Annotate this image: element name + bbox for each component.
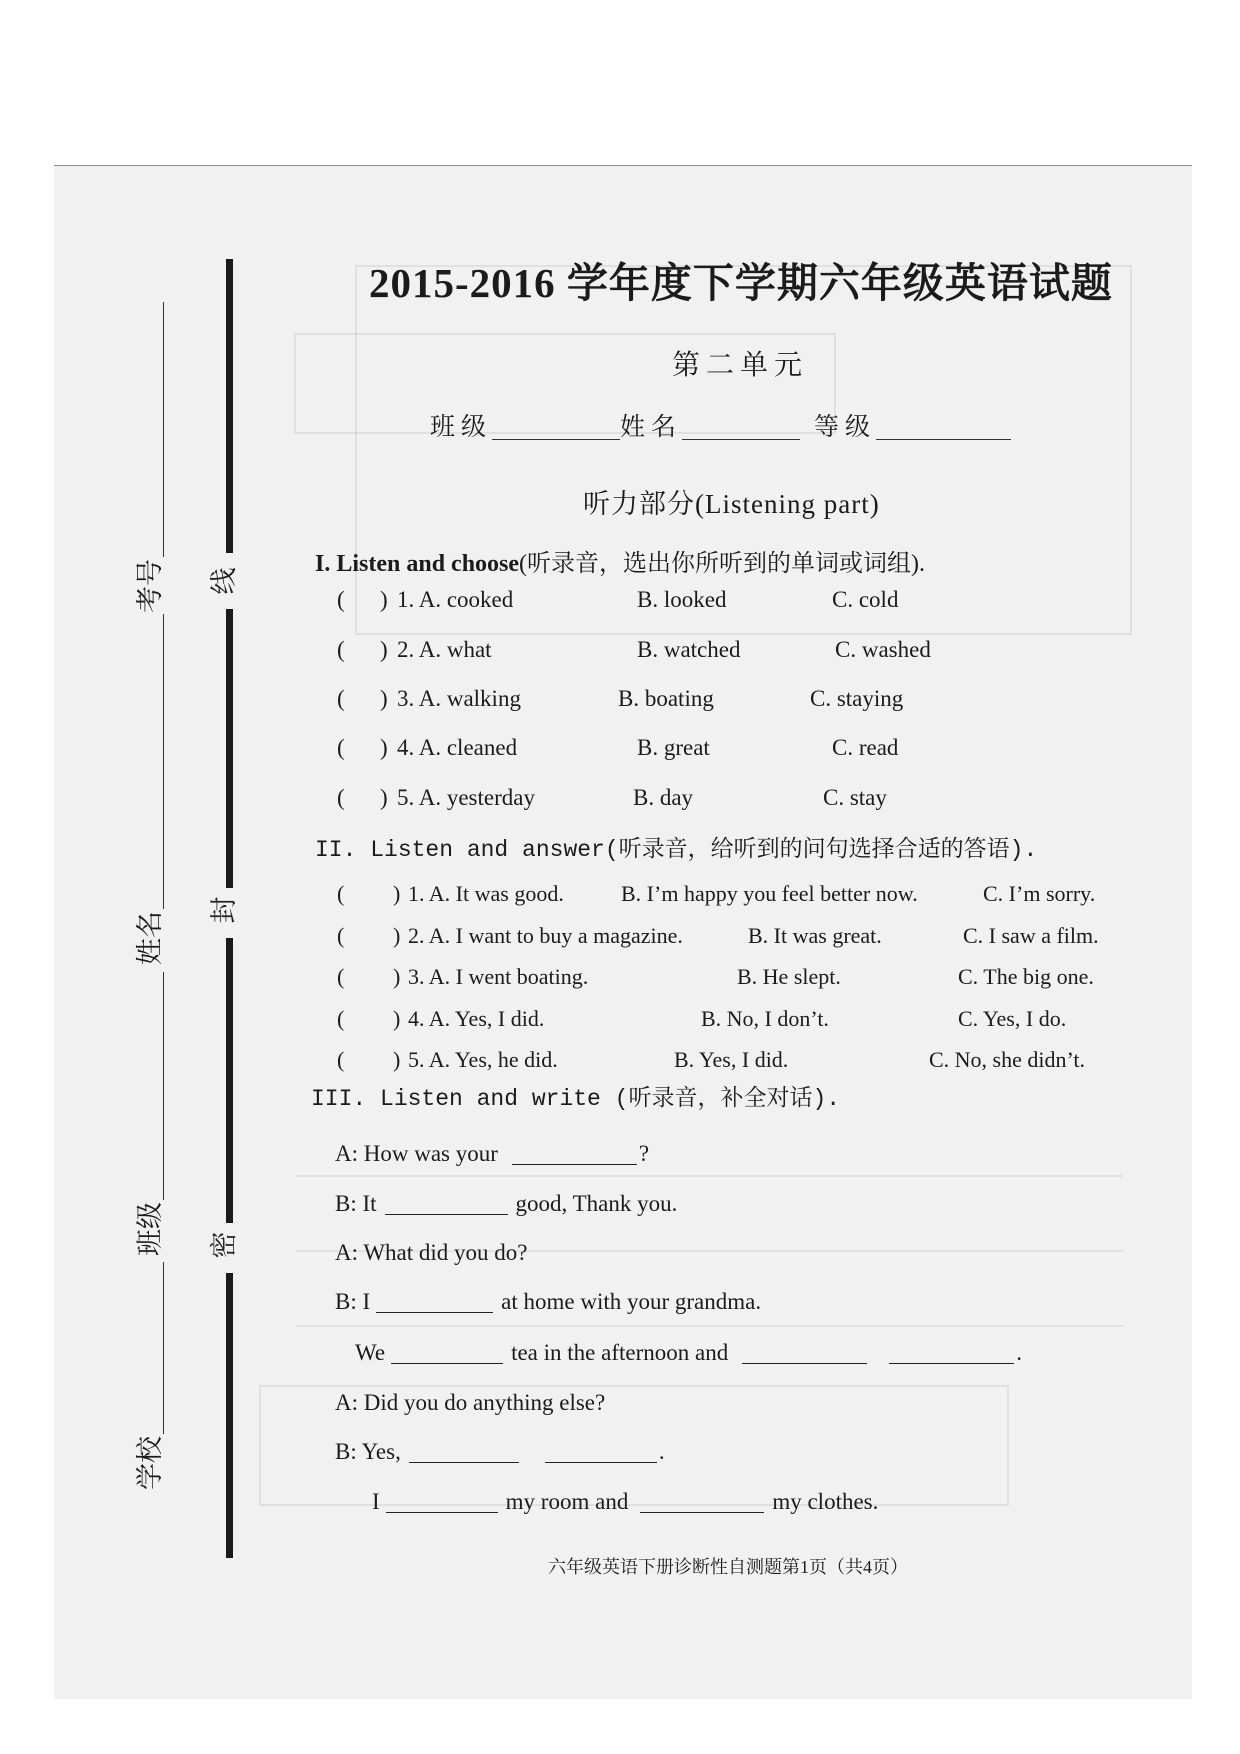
bleed-through-box (355, 260, 1132, 635)
dialogue-line (335, 1391, 605, 1414)
option-a-text: A. cooked (418, 587, 514, 612)
answer-blank (385, 1194, 508, 1215)
dialogue-text: A: Did you do anything else? (335, 1390, 606, 1415)
dialogue-text: B: I (335, 1289, 371, 1314)
bracket-close: ) (380, 637, 388, 662)
exam-title: 2015-2016 学年度下学期六年级英语试题 (369, 260, 1113, 306)
section-1-heading (315, 552, 925, 576)
answer-blank (386, 1492, 498, 1513)
class-blank (492, 417, 620, 440)
grade-blank (876, 417, 1011, 440)
dialogue-text: I (372, 1489, 380, 1514)
option-a-text: A. It was good. (428, 881, 564, 906)
bracket-close: ) (380, 686, 388, 711)
bracket-close: ) (380, 587, 388, 612)
option-b: B. I’m happy you feel better now. (621, 881, 918, 906)
margin-field-blank (127, 972, 164, 1200)
option-a-text: A. walking (418, 686, 521, 711)
section-3-heading: III. Listen and write (听录音，补全对话). (311, 1086, 841, 1112)
question-row (0, 1049, 1240, 1073)
bracket-open: ( (337, 1047, 345, 1072)
question-row (0, 638, 1240, 662)
margin-field-school (128, 1262, 164, 1490)
unit-title: 第二单元 (672, 350, 809, 381)
bracket-open: ( (337, 881, 345, 906)
dialogue-text: . (1016, 1340, 1022, 1365)
dialogue-text: We (355, 1340, 386, 1365)
bracket-close: ) (393, 881, 401, 906)
dialogue-text: B: Yes, (335, 1439, 401, 1464)
option-c: C. cold (832, 587, 899, 612)
bracket-close: ) (393, 964, 401, 989)
answer-blank (545, 1442, 657, 1463)
option-a (408, 925, 683, 947)
bracket-close: ) (393, 1047, 401, 1072)
seal-mark-mi: 密 (209, 1231, 239, 1259)
option-b: B. looked (637, 587, 727, 612)
option-b: B. watched (637, 637, 741, 662)
bracket-close: ) (380, 735, 388, 760)
question-number: 3. (408, 964, 425, 989)
question-row (0, 687, 1240, 711)
answer-blank (409, 1442, 519, 1463)
option-a-text: A. I want to buy a magazine. (428, 923, 683, 948)
margin-field-blank (127, 302, 164, 557)
answer-blank (640, 1492, 764, 1513)
dialogue-text: tea in the afternoon and (511, 1340, 729, 1365)
option-c: C. Yes, I do. (958, 1006, 1067, 1031)
bracket-close: ) (393, 923, 401, 948)
option-a (408, 1049, 558, 1071)
question-number: 5. (397, 785, 415, 810)
answer-blank (742, 1343, 867, 1364)
margin-field-label: 学校 (135, 1436, 165, 1490)
seal-mark-feng: 封 (209, 896, 239, 924)
option-b: B. boating (618, 686, 714, 711)
section-1-heading-instruction: (听录音，选出你所听到的单词或词组). (519, 551, 926, 577)
answer-blank (376, 1292, 493, 1313)
question-row (0, 786, 1240, 810)
option-c: C. No, she didn’t. (929, 1047, 1086, 1072)
dialogue-text: my room and (505, 1489, 629, 1514)
dialogue-line (335, 1290, 761, 1313)
dialogue-text: A: How was your (335, 1141, 498, 1166)
option-b: B. great (637, 735, 710, 760)
option-b: B. day (633, 785, 694, 810)
dialogue-line (335, 1192, 677, 1215)
dialogue-text: ? (638, 1141, 650, 1166)
question-number: 4. (397, 735, 415, 760)
option-c: C. I saw a film. (963, 923, 1099, 948)
option-c: C. I’m sorry. (983, 881, 1096, 906)
margin-field-label: 考号 (135, 559, 165, 613)
bracket-open: ( (337, 1006, 345, 1031)
option-c: C. staying (810, 686, 904, 711)
dialogue-text: good, Thank you. (515, 1191, 678, 1216)
dialogue-text: my clothes. (772, 1489, 879, 1514)
option-a-text: A. yesterday (418, 785, 535, 810)
option-c: C. The big one. (958, 964, 1094, 989)
option-a-text: A. Yes, he did. (428, 1047, 558, 1072)
question-number: 4. (408, 1006, 425, 1031)
option-a (408, 1008, 544, 1030)
name-label: 姓名 (620, 414, 683, 441)
option-a (408, 883, 564, 905)
bracket-close: ) (380, 785, 388, 810)
option-a (397, 588, 513, 611)
question-number: 2. (408, 923, 425, 948)
bracket-close: ) (393, 1006, 401, 1031)
bracket-open: ( (337, 923, 345, 948)
dialogue-line (335, 1440, 665, 1463)
bleed-through-rule (296, 1175, 1123, 1177)
name-blank (682, 417, 800, 440)
dialogue-text: at home with your grandma. (501, 1289, 762, 1314)
option-a (397, 736, 517, 759)
binding-line-segment (226, 1273, 233, 1558)
answer-blank (512, 1144, 637, 1165)
answer-blank (391, 1343, 503, 1364)
margin-field-label: 姓名 (135, 911, 165, 965)
option-a-text: A. cleaned (418, 735, 518, 760)
answer-blank (889, 1343, 1014, 1364)
binding-line-segment (226, 259, 233, 553)
class-label: 班级 (430, 414, 493, 441)
question-number: 2. (397, 637, 415, 662)
margin-field-blank (127, 1262, 164, 1434)
question-number: 5. (408, 1047, 425, 1072)
option-b: B. Yes, I did. (674, 1047, 789, 1072)
margin-field-label: 班级 (135, 1202, 165, 1256)
option-a (397, 786, 535, 809)
bleed-through-rule (296, 1325, 1123, 1327)
bracket-open: ( (337, 686, 345, 711)
option-b: B. It was great. (748, 923, 882, 948)
bracket-open: ( (337, 587, 345, 612)
option-c: C. stay (823, 785, 887, 810)
option-a-text: A. Yes, I did. (428, 1006, 545, 1031)
option-c: C. read (832, 735, 899, 760)
margin-field-exam-number (128, 302, 164, 613)
dialogue-text: . (658, 1439, 665, 1464)
question-row (0, 588, 1240, 612)
option-a (397, 638, 492, 661)
question-row (0, 736, 1240, 760)
bracket-open: ( (337, 964, 345, 989)
dialogue-text: B: It (335, 1191, 377, 1216)
question-number: 3. (397, 686, 415, 711)
question-number: 1. (408, 881, 425, 906)
dialogue-line (355, 1341, 1022, 1364)
question-number: 1. (397, 587, 415, 612)
dialogue-line (372, 1490, 878, 1513)
question-row (0, 1008, 1240, 1032)
option-a-text: A. what (418, 637, 492, 662)
option-a-text: A. I went boating. (428, 964, 589, 989)
section-2-heading: II. Listen and answer(听录音，给听到的问句选择合适的答语). (315, 837, 1038, 863)
listening-part-title: 听力部分(Listening part) (583, 489, 880, 519)
dialogue-line (335, 1241, 528, 1264)
question-row (0, 966, 1240, 990)
option-b: B. He slept. (737, 964, 841, 989)
bracket-open: ( (337, 735, 345, 760)
question-row (0, 925, 1240, 949)
option-a (408, 966, 588, 988)
section-1-heading-bold: I. Listen and choose (315, 551, 520, 577)
dialogue-text: A: What did you do? (335, 1240, 528, 1265)
option-a (397, 687, 521, 710)
question-row (0, 883, 1240, 907)
option-b: B. No, I don’t. (701, 1006, 829, 1031)
page-footer: 六年级英语下册诊断性自测题第1页（共4页） (548, 1557, 908, 1577)
bracket-open: ( (337, 785, 345, 810)
grade-label: 等级 (814, 414, 877, 441)
seal-mark-xian: 线 (209, 567, 239, 595)
student-info-row (430, 415, 1011, 440)
option-c: C. washed (835, 637, 931, 662)
bracket-open: ( (337, 637, 345, 662)
dialogue-line (335, 1142, 649, 1165)
